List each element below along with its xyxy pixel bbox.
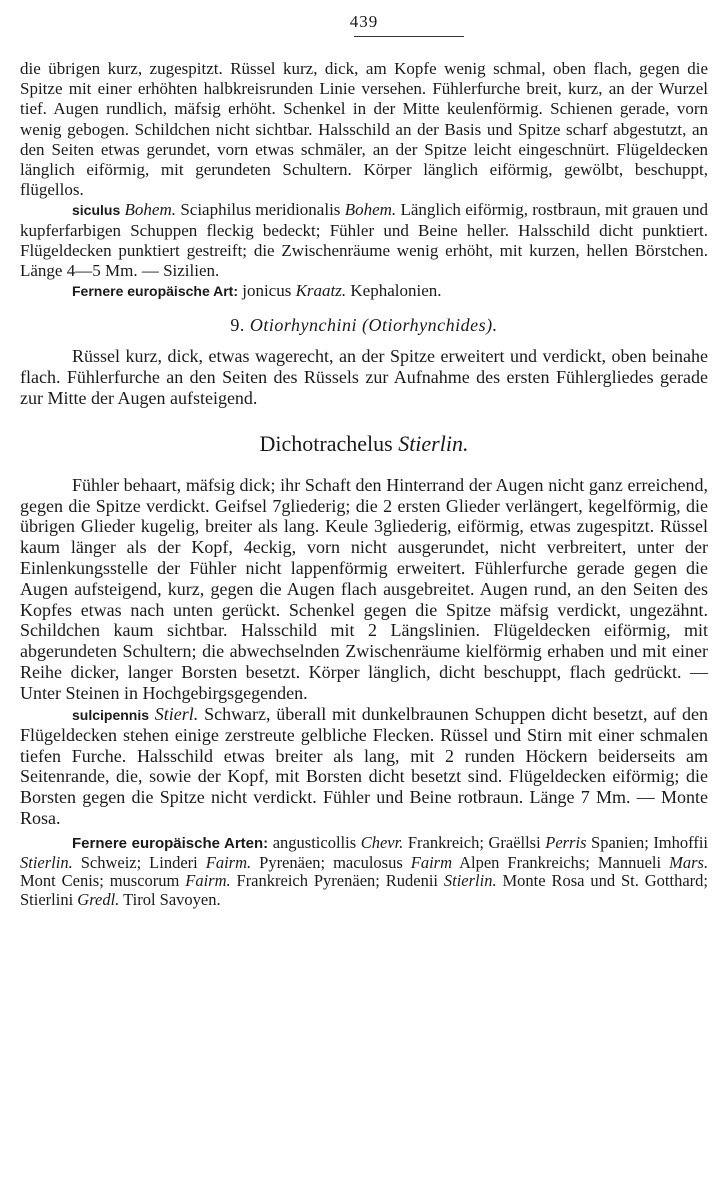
species-ref-author: Stierlin. [443,871,497,891]
species-ref: Monte Rosa und St. Gotthard; Stierlini [20,871,709,909]
species-ref-author: Fairm. [205,852,252,872]
genus-heading [20,431,708,457]
species-author: Stierl. [154,703,199,724]
species-ref: Frankreich; Graëllsi [407,833,541,853]
page-number-rule [354,36,464,37]
genus-paragraph: Fühler behaart, mäfsig dick; ihr Schaft den Hinterrand der Augen nicht ganz erreichend, gegen die Spitze verdickt. Geifsel 7gliederig; die 2 ersten Glieder verlängert, kegelförmig, die übrigen Glieder kugelig, breiter als lang. Keule 3gliederig, eiförmig, etwas zugespitzt. Rüssel kaum länger als der Kopf, 4eckig, vorn nicht ausgerundet, nicht verbreitert, unter der Einlenkungsstelle der Fühler nicht lappenförmig erweitert. Fühlerfurche gerade gegen die Augen aufsteigend, kurz, gegen die Augen flach ausgebreitet. Augen rund, an den Seiten des Kopfes etwas nach unten gerückt. Schenkel gegen die Spitze mäfsig verdickt, ungezähnt. Schildchen kaum sichtbar. Halsschild mit 2 Längslinien. Flügeldecken eiförmig, mit abgerundeten Schultern; die abwechselnden Zwischenräume kielförmig erhaben und mit einer Reihe dicker, langer Borsten besetzt. Körper länglich, dicht beschuppt, flach gedrückt. — Unter Steinen in Hochgebirgsgegenden. [20,474,708,703]
species-ref: Mont Cenis; muscorum [20,871,180,891]
species-ref: Alpen Frankreichs; Mannueli [459,852,662,872]
species-ref-author: Perris [545,833,587,853]
further-species-label: Fernere europäische Arten: [72,835,269,853]
species-synonym: Sciaphilus meridionalis [180,200,341,220]
species-ref-author: Gredl. [77,889,120,909]
further-species-locality: Kephalonien. [350,281,442,301]
genus-author: Stierlin. [398,430,469,456]
species-ref: Pyrenäen; maculosus [259,852,403,872]
species-name: sulcipennis [72,706,150,723]
section-continued-description [20,59,708,301]
species-name: siculus [72,202,121,219]
further-species-label: Fernere europäische Art: [72,283,238,300]
further-species-paragraph [20,834,708,909]
species-ref-author: Stierlin. [20,852,73,872]
further-species-line [20,281,708,301]
species-ref: Schweiz; Linderi [80,852,198,872]
sulcipennis-paragraph [20,704,708,829]
species-ref: Spanien; Imhoffii [591,833,709,853]
tribe-number: 9. [230,315,245,336]
synonym-author: Bohem. [344,200,397,220]
species-ref-author: Fairm. [185,871,231,891]
genus-description [20,475,708,704]
species-author: Bohem. [124,200,177,220]
species-ref-author: Chevr. [360,833,404,853]
paragraph-genus-continuation: die übrigen kurz, zugespitzt. Rüssel kurz, dick, am Kopfe wenig schmal, oben flach, gegen die Spitze mit einer erhöhten halbkreisrunden Linie versehen. Fühlerfurche breit, kurz, an der Wurzel tief. Augen rundlich, mäfsig erhöht. Schenkel in der Mitte keulenförmig. Schienen gerade, vorn wenig gebogen. Schildchen nicht sichtbar. Halsschild an der Basis und Spitze scharf abgestutzt, an den Seiten etwas gerundet, vorn etwas schmäler, an der Spitze leicht eingeschnürt. Flügeldecken länglich eiförmig, mit gerundeten Schultern. Körper länglich eiförmig, gewölbt, beschuppt, flügellos. [20,59,708,200]
species-ref-author: Fairm [410,852,453,872]
tribe-description [20,346,708,408]
genus-name: Dichotrachelus [259,430,393,456]
species-ref: Tirol Savoyen. [123,889,221,909]
species-entry-siculus [20,200,708,281]
species-description: Länglich eiförmig, rostbraun, mit grauen und kupferfarbigen Schuppen fleckig bedeckt; Fühler und Beine heller. Halsschild dicht punktiert. Flügeldecken punktiert gestreift; die Zwischenräume wenig erhöht, mit kurzen, hellen Börstchen. Länge 4—5 Mm. — Sizilien. [20,200,709,281]
further-species-name: jonicus [242,281,292,301]
page-number: 439 [349,12,379,31]
tribe-paragraph: Rüssel kurz, dick, etwas wagerecht, an der Spitze erweitert und verdickt, oben beinahe flach. Fühlerfurche an den Seiten des Rüssels zur Aufnahme des ersten Fühlergliedes gerade zur Mitte der Augen aufsteigend. [20,346,708,409]
further-species-list [20,834,708,909]
species-ref: angusticollis [272,833,357,853]
further-species-author: Kraatz. [295,281,347,301]
species-ref: Frankreich Pyrenäen; Rudenii [236,871,438,891]
species-description: Schwarz, überall mit dunkelbraunen Schuppen dicht besetzt, auf den Flügeldecken stehen einige zerstreute gelbliche Flecken. Rüssel und Stirn mit einer schmalen tiefen Furche. Halsschild etwas breiter als lang, mit 2 runden Höckern beiderseits am Seitenrande, die, sowie der Kopf, mit Borsten dicht besetzt sind. Flügeldecken eiförmig; die Borsten gegen die Spitze nicht verdickt. Fühler und Beine rotbraun. Länge 7 Mm. — Monte Rosa. [20,703,709,828]
species-entry-sulcipennis [20,704,708,829]
tribe-heading [20,315,708,336]
species-ref-author: Mars. [669,852,709,872]
tribe-name: Otiorhynchini (Otiorhynchides). [249,315,498,336]
